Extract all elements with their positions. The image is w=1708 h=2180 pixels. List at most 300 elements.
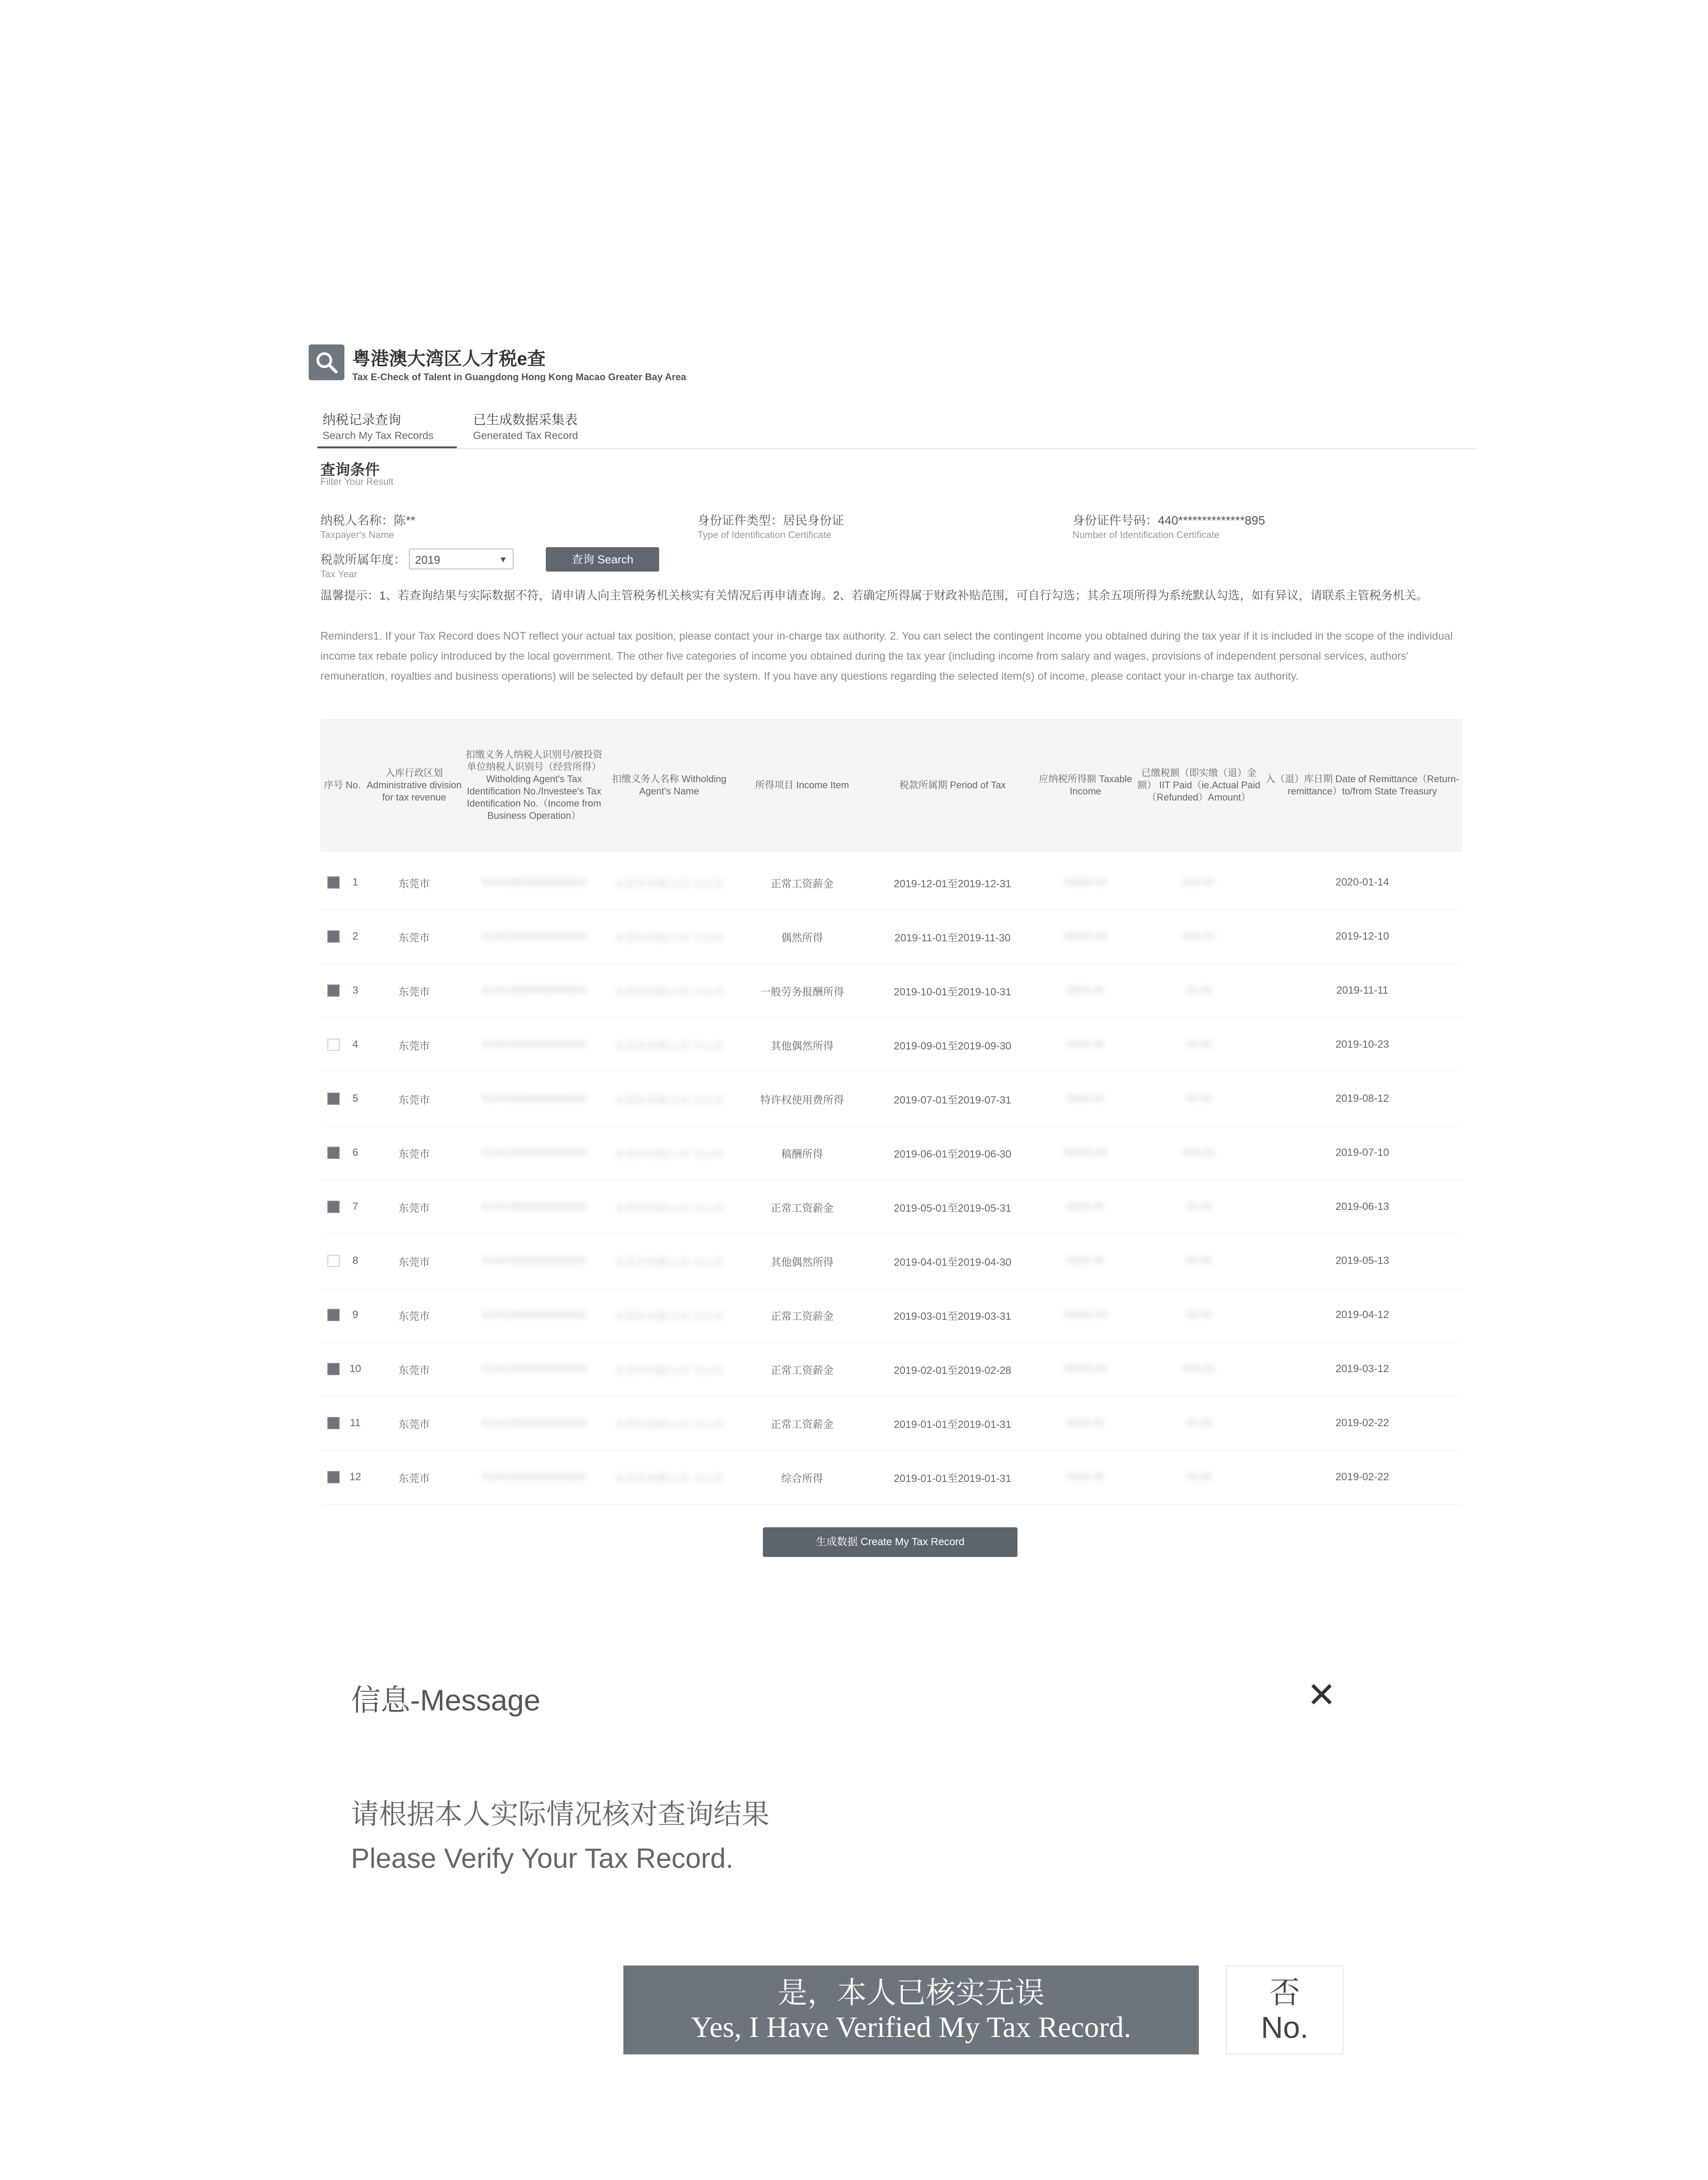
id-type-field	[697, 511, 844, 541]
tab-label-en: Generated Tax Record	[473, 430, 578, 442]
table-row	[320, 1342, 1463, 1397]
message-dialog-title: 信息-Message	[351, 1684, 541, 1717]
cell-income: 0000.00	[1066, 1255, 1105, 1267]
cell-no: 12	[349, 1471, 361, 1483]
checkbox-checked[interactable]	[327, 1309, 340, 1321]
checkbox-checked[interactable]	[327, 1093, 340, 1105]
filter-title: 查询条件	[320, 462, 380, 478]
tax-record-table-header	[320, 719, 1463, 851]
cell-no: 5	[352, 1093, 358, 1104]
table-cell	[870, 1180, 1035, 1234]
table-cell	[1035, 909, 1136, 964]
row-select-checkbox-cell	[320, 1288, 347, 1342]
cell-paid: 00.00	[1185, 984, 1212, 996]
cell-no: 4	[352, 1039, 358, 1050]
cell-no: 3	[352, 984, 358, 996]
table-cell	[464, 1072, 604, 1126]
cell-income: 00000.00	[1063, 1363, 1108, 1375]
cell-no: 1	[352, 876, 358, 888]
table-cell	[1035, 964, 1136, 1018]
cell-date: 2019-06-13	[1335, 1201, 1389, 1213]
table-cell	[1262, 1342, 1463, 1396]
table-cell	[735, 1072, 870, 1126]
table-cell	[464, 1126, 604, 1180]
table-cell	[1035, 1018, 1136, 1072]
cell-income: 0000.00	[1066, 1039, 1105, 1050]
cell-date: 2019-08-12	[1335, 1093, 1389, 1104]
table-cell	[735, 909, 870, 964]
id-number-label: 身份证件号码：440**************895	[1072, 514, 1265, 527]
table-cell	[347, 1396, 364, 1450]
table-cell	[870, 855, 1035, 909]
cell-agent: 东莞市有限公司 分公司	[615, 1418, 723, 1431]
search-logo-icon	[309, 344, 344, 380]
table-cell	[364, 1072, 464, 1126]
table-cell	[1136, 1396, 1262, 1450]
cell-paid: 00.00	[1185, 1309, 1212, 1321]
cell-date: 2019-05-13	[1335, 1255, 1389, 1267]
table-cell	[735, 1450, 870, 1504]
table-row	[320, 1018, 1463, 1072]
checkbox-unchecked[interactable]	[327, 1039, 340, 1051]
table-cell	[735, 1288, 870, 1342]
checkbox-checked[interactable]	[327, 1471, 340, 1483]
table-cell	[347, 1180, 364, 1234]
cell-tax-id: 914419000000000000	[481, 1093, 587, 1104]
cell-income: 0000.00	[1066, 1201, 1105, 1213]
cell-tax-id: 914419000000000000	[481, 876, 587, 888]
cell-tax-id: 914419000000000000	[481, 984, 587, 996]
cell-paid: 00.00	[1185, 1417, 1212, 1429]
table-cell	[735, 1396, 870, 1450]
cell-item: 其他偶然所得	[771, 1256, 834, 1268]
cell-item: 正常工资薪金	[771, 1418, 834, 1431]
table-cell	[464, 1018, 604, 1072]
cell-tax-id: 914419000000000000	[481, 1417, 587, 1429]
row-select-checkbox-cell	[320, 855, 347, 909]
cell-paid: 000.00	[1183, 1363, 1215, 1375]
table-cell	[1262, 1126, 1463, 1180]
decline-button[interactable]	[1226, 1965, 1344, 2054]
cell-period: 2019-03-01至2019-03-31	[894, 1310, 1011, 1322]
table-cell	[1262, 1072, 1463, 1126]
table-cell	[1136, 1288, 1262, 1342]
decline-label-en: No.	[1261, 2010, 1309, 2044]
tax-year-field	[320, 550, 406, 580]
cell-no: 2	[352, 930, 358, 942]
table-cell	[1136, 855, 1262, 909]
cell-tax-id: 914419000000000000	[481, 1255, 587, 1267]
tab-generated-tax-record[interactable]	[473, 409, 578, 442]
cell-agent: 东莞市有限公司 分公司	[615, 1148, 723, 1160]
checkbox-checked[interactable]	[327, 984, 340, 997]
cell-agent: 东莞市有限公司 分公司	[615, 1472, 723, 1485]
col-header-period: 税款所属期 Period of Tax	[899, 780, 1006, 790]
app-subtitle: Tax E-Check of Talent in Guangdong Hong Kong Macao Greater Bay Area	[352, 371, 687, 382]
cell-tax-id: 914419000000000000	[481, 1309, 587, 1321]
table-cell	[870, 1396, 1035, 1450]
cell-paid: 000.00	[1183, 1147, 1215, 1158]
cell-region: 东莞市	[398, 1472, 430, 1485]
table-cell	[347, 1234, 364, 1288]
cell-item: 正常工资薪金	[771, 1310, 834, 1322]
cell-region: 东莞市	[398, 1364, 430, 1376]
close-icon[interactable]: ✕	[1307, 1676, 1337, 1714]
table-cell	[347, 1126, 364, 1180]
table-cell	[347, 855, 364, 909]
tax-year-label: 税款所属年度：	[320, 553, 406, 566]
table-cell	[364, 855, 464, 909]
cell-date: 2019-02-22	[1335, 1471, 1389, 1483]
cell-period: 2019-04-01至2019-04-30	[894, 1256, 1011, 1268]
cell-region: 东莞市	[398, 932, 430, 944]
table-cell	[347, 909, 364, 964]
table-cell	[870, 909, 1035, 964]
cell-period: 2019-01-01至2019-01-31	[894, 1418, 1011, 1431]
row-select-checkbox-cell	[320, 1126, 347, 1180]
table-cell	[604, 1180, 735, 1234]
cell-paid: 00.00	[1185, 1093, 1212, 1104]
cell-region: 东莞市	[398, 1256, 430, 1268]
table-cell	[870, 964, 1035, 1018]
col-header-tax-id: 扣缴义务人纳税人识别号/被投资单位纳税人识别号（经营所得） Witholding Agent's Tax Identification No./Investee's Tax Identification No.（Income from Business Operation）	[465, 749, 603, 821]
reminder-cn: 温馨提示：1、若查询结果与实际数据不符，请申请人向主管税务机关核实有关情况后再申请查询。2、若确定所得属于财政补贴范围，可自行勾选；其余五项所得为系统默认勾选，如有异议，请联系主管税务机关。	[320, 589, 1429, 602]
cell-paid: 000.00	[1183, 876, 1215, 888]
cell-period: 2019-02-01至2019-02-28	[894, 1364, 1011, 1376]
table-cell	[1035, 1234, 1136, 1288]
table-cell	[1262, 1396, 1463, 1450]
message-text-cn: 请根据本人实际情况核对查询结果	[351, 1798, 769, 1830]
row-select-checkbox-cell	[320, 1180, 347, 1234]
taxpayer-name-en: Taxpayer's Name	[320, 529, 395, 540]
cell-tax-id: 914419000000000000	[481, 1039, 587, 1050]
table-row	[320, 855, 1463, 910]
filter-subtitle: Filter Your Result	[320, 476, 394, 487]
table-cell	[1136, 1072, 1262, 1126]
tab-label-cn: 纳税记录查询	[323, 413, 401, 427]
table-cell	[735, 1342, 870, 1396]
id-number-en: Number of Identification Certificate	[1072, 529, 1220, 540]
table-cell	[464, 1450, 604, 1504]
taxpayer-name-field	[320, 511, 415, 541]
row-select-checkbox-cell	[320, 1072, 347, 1126]
table-row	[320, 964, 1463, 1018]
table-cell	[1035, 855, 1136, 909]
cell-tax-id: 914419000000000000	[481, 1201, 587, 1213]
cell-income: 00000.00	[1063, 930, 1108, 942]
table-cell	[464, 855, 604, 909]
confirm-verified-button[interactable]	[623, 1965, 1199, 2054]
cell-period: 2019-06-01至2019-06-30	[894, 1148, 1011, 1160]
cell-item: 偶然所得	[781, 932, 823, 944]
checkbox-unchecked[interactable]	[327, 1255, 340, 1267]
tax-year-en: Tax Year	[320, 569, 357, 579]
cell-region: 东莞市	[398, 1094, 430, 1106]
table-cell	[604, 1234, 735, 1288]
cell-date: 2019-04-12	[1335, 1309, 1389, 1321]
cell-paid: 00.00	[1185, 1201, 1212, 1213]
cell-period: 2019-10-01至2019-10-31	[894, 986, 1011, 998]
table-cell	[604, 1396, 735, 1450]
app-title: 粤港澳大湾区人才税e查	[352, 348, 546, 369]
cell-agent: 东莞市有限公司 分公司	[615, 1040, 723, 1052]
table-cell	[364, 1396, 464, 1450]
checkbox-checked[interactable]	[327, 930, 340, 943]
cell-date: 2019-12-10	[1335, 930, 1389, 942]
table-cell	[870, 1126, 1035, 1180]
cell-agent: 东莞市有限公司 分公司	[615, 932, 723, 944]
cell-no: 11	[350, 1417, 361, 1429]
table-cell	[1262, 855, 1463, 909]
table-cell	[464, 1342, 604, 1396]
cell-tax-id: 914419000000000000	[481, 1471, 587, 1483]
table-row	[320, 1288, 1463, 1342]
cell-agent: 东莞市有限公司 分公司	[615, 878, 723, 890]
cell-agent: 东莞市有限公司 分公司	[615, 1364, 723, 1376]
create-tax-record-button[interactable]: 生成数据 Create My Tax Record	[763, 1527, 1017, 1557]
table-cell	[735, 964, 870, 1018]
cell-agent: 东莞市有限公司 分公司	[615, 1256, 723, 1268]
col-header-remittance-date: 入（退）库日期 Date of Remittance（Return-remittance）to/from State Treasury	[1266, 773, 1459, 797]
table-cell	[870, 1072, 1035, 1126]
table-cell	[1262, 909, 1463, 964]
cell-income: 0000.00	[1066, 1417, 1105, 1429]
table-cell	[364, 964, 464, 1018]
cell-no: 7	[352, 1201, 358, 1213]
table-cell	[1035, 1126, 1136, 1180]
table-row	[320, 1072, 1463, 1126]
table-cell	[870, 1234, 1035, 1288]
col-header-taxable-income: 应纳税所得额 Taxable Income	[1039, 773, 1132, 797]
table-cell	[1136, 1342, 1262, 1396]
table-cell	[364, 1126, 464, 1180]
table-cell	[464, 1234, 604, 1288]
table-cell	[735, 1234, 870, 1288]
cell-period: 2019-01-01至2019-01-31	[894, 1472, 1011, 1485]
checkbox-checked[interactable]	[327, 1201, 340, 1213]
table-cell	[464, 1288, 604, 1342]
id-number-field	[1072, 511, 1265, 541]
table-cell	[1262, 964, 1463, 1018]
cell-tax-id: 914419000000000000	[481, 1363, 587, 1375]
row-select-checkbox-cell	[320, 909, 347, 964]
table-row	[320, 1450, 1463, 1505]
chevron-down-icon: ▼	[499, 555, 507, 565]
col-header-income-item: 所得项目 Income Item	[755, 780, 849, 790]
table-cell	[870, 1450, 1035, 1504]
cell-item: 其他偶然所得	[771, 1040, 834, 1052]
cell-agent: 东莞市有限公司 分公司	[615, 1202, 723, 1214]
tax-year-select[interactable]	[409, 548, 514, 569]
message-text-en: Please Verify Your Tax Record.	[351, 1843, 734, 1874]
cell-item: 正常工资薪金	[771, 1364, 834, 1376]
decline-label-cn: 否	[1269, 1976, 1300, 2010]
cell-no: 10	[349, 1363, 361, 1375]
cell-item: 特许权使用费所得	[760, 1094, 844, 1106]
cell-tax-id: 914419000000000000	[481, 930, 587, 942]
table-cell	[870, 1342, 1035, 1396]
cell-item: 综合所得	[781, 1472, 823, 1485]
id-type-en: Type of Identification Certificate	[697, 529, 831, 540]
table-cell	[870, 1018, 1035, 1072]
table-cell	[1136, 909, 1262, 964]
cell-date: 2019-11-11	[1336, 984, 1388, 996]
table-cell	[347, 1450, 364, 1504]
table-cell	[1262, 1018, 1463, 1072]
cell-period: 2019-09-01至2019-09-30	[894, 1040, 1011, 1052]
table-cell	[604, 1072, 735, 1126]
table-cell	[604, 964, 735, 1018]
table-cell	[1035, 1396, 1136, 1450]
cell-item: 稿酬所得	[781, 1148, 823, 1160]
table-cell	[604, 1450, 735, 1504]
cell-region: 东莞市	[398, 986, 430, 998]
table-cell	[1035, 1450, 1136, 1504]
table-cell	[870, 1288, 1035, 1342]
table-cell	[464, 909, 604, 964]
checkbox-checked[interactable]	[327, 876, 340, 889]
table-cell	[1035, 1288, 1136, 1342]
cell-item: 正常工资薪金	[771, 878, 834, 890]
table-cell	[1035, 1072, 1136, 1126]
table-cell	[1262, 1288, 1463, 1342]
cell-period: 2019-12-01至2019-12-31	[894, 878, 1011, 890]
col-header-agent: 扣缴义务人名称 Witholding Agent's Name	[612, 773, 727, 797]
checkbox-checked[interactable]	[327, 1417, 340, 1429]
table-cell	[347, 964, 364, 1018]
cell-region: 东莞市	[398, 1310, 430, 1322]
cell-period: 2019-05-01至2019-05-31	[894, 1202, 1011, 1214]
cell-income: 0000.00	[1066, 1093, 1105, 1104]
table-cell	[1136, 1126, 1262, 1180]
table-cell	[1136, 1450, 1262, 1504]
table-cell	[1262, 1450, 1463, 1504]
table-cell	[364, 1342, 464, 1396]
cell-agent: 东莞市有限公司 分公司	[615, 1094, 723, 1106]
cell-income: 00000.00	[1063, 1147, 1108, 1158]
table-cell	[735, 855, 870, 909]
row-select-checkbox-cell	[320, 1396, 347, 1450]
cell-no: 9	[352, 1309, 358, 1321]
table-cell	[735, 1126, 870, 1180]
table-cell	[347, 1288, 364, 1342]
table-cell	[364, 1180, 464, 1234]
table-cell	[1035, 1342, 1136, 1396]
row-select-checkbox-cell	[320, 1234, 347, 1288]
cell-income: 00000.00	[1063, 1309, 1108, 1321]
table-cell	[364, 1450, 464, 1504]
cell-paid: 00.00	[1185, 1471, 1212, 1483]
row-select-checkbox-cell	[320, 964, 347, 1018]
confirm-label-en: Yes, I Have Verified My Tax Record.	[691, 2010, 1131, 2044]
table-row	[320, 909, 1463, 964]
table-cell	[604, 1342, 735, 1396]
cell-region: 东莞市	[398, 1040, 430, 1052]
cell-paid: 00.00	[1185, 1039, 1212, 1050]
cell-region: 东莞市	[398, 1418, 430, 1431]
row-select-checkbox-cell	[320, 1018, 347, 1072]
table-cell	[364, 909, 464, 964]
cell-no: 8	[352, 1255, 358, 1267]
tab-divider	[317, 448, 1477, 449]
table-cell	[1136, 1018, 1262, 1072]
tax-year-value: 2019	[415, 553, 440, 566]
cell-paid: 00.00	[1185, 1255, 1212, 1267]
cell-agent: 东莞市有限公司 分公司	[615, 1310, 723, 1322]
table-cell	[464, 1396, 604, 1450]
table-cell	[347, 1342, 364, 1396]
table-cell	[347, 1072, 364, 1126]
cell-paid: 000.00	[1183, 930, 1215, 942]
col-header-iit-paid: 已缴税额（即实缴（退）金额） IIT Paid（ie.Actual Paid（Refunded）Amount）	[1137, 767, 1261, 803]
cell-region: 东莞市	[398, 878, 430, 890]
table-cell	[364, 1234, 464, 1288]
table-cell	[604, 855, 735, 909]
cell-region: 东莞市	[398, 1148, 430, 1160]
search-button[interactable]: 查询 Search	[546, 547, 659, 572]
cell-date: 2019-07-10	[1335, 1147, 1389, 1158]
table-cell	[604, 1288, 735, 1342]
cell-income: 00000.00	[1063, 876, 1108, 888]
cell-income: 0000.00	[1066, 984, 1105, 996]
table-row	[320, 1396, 1463, 1451]
cell-income: 0000.00	[1066, 1471, 1105, 1483]
col-header-no: 序号 No.	[323, 780, 361, 790]
taxpayer-name-label: 纳税人名称：陈**	[320, 514, 415, 527]
table-cell	[464, 1180, 604, 1234]
table-cell	[1035, 1180, 1136, 1234]
table-cell	[1262, 1234, 1463, 1288]
cell-date: 2019-03-12	[1335, 1363, 1389, 1375]
table-cell	[464, 964, 604, 1018]
cell-region: 东莞市	[398, 1202, 430, 1214]
row-select-checkbox-cell	[320, 1450, 347, 1504]
reminder-en: Reminders1. If your Tax Record does NOT reflect your actual tax position, please contact your in-charge tax authority. 2. You can select the contingent income you obtained during the tax year if it is included in the scope of the individual income tax rebate policy introduced by the local government. The other five categories of income you obtained during the tax year (including income from salary and wages, provisions of independent personal services, authors' remuneration, royalties and business operations) will be selected by default per the system. If you have any questions regarding the selected item(s) of income, please contact your in-charge tax authority.	[320, 630, 1453, 682]
cell-agent: 东莞市有限公司 分公司	[615, 986, 723, 998]
table-cell	[735, 1018, 870, 1072]
confirm-label-cn: 是，本人已核实无误	[777, 1976, 1045, 2010]
table-cell	[604, 1018, 735, 1072]
table-cell	[364, 1018, 464, 1072]
table-cell	[735, 1180, 870, 1234]
table-cell	[347, 1018, 364, 1072]
cell-item: 一般劳务报酬所得	[760, 986, 844, 998]
cell-no: 6	[352, 1147, 358, 1158]
table-row	[320, 1234, 1463, 1288]
table-cell	[604, 909, 735, 964]
table-row	[320, 1180, 1463, 1234]
table-cell	[1136, 964, 1262, 1018]
checkbox-checked[interactable]	[327, 1147, 340, 1159]
cell-period: 2019-07-01至2019-07-31	[894, 1094, 1011, 1106]
checkbox-checked[interactable]	[327, 1363, 340, 1375]
table-cell	[364, 1288, 464, 1342]
cell-item: 正常工资薪金	[771, 1202, 834, 1214]
tab-label-cn: 已生成数据采集表	[473, 413, 578, 427]
col-header-region: 入库行政区划 Administrative division for tax revenue	[367, 767, 462, 803]
table-cell	[604, 1126, 735, 1180]
table-row	[320, 1126, 1463, 1180]
row-select-checkbox-cell	[320, 1342, 347, 1396]
table-cell	[1136, 1180, 1262, 1234]
tab-label-en: Search My Tax Records	[323, 430, 434, 442]
cell-period: 2019-11-01至2019-11-30	[895, 932, 1011, 944]
cell-date: 2019-10-23	[1335, 1039, 1389, 1050]
table-cell	[1262, 1180, 1463, 1234]
cell-date: 2019-02-22	[1335, 1417, 1389, 1429]
id-type-label: 身份证件类型：居民身份证	[697, 514, 844, 527]
tab-search-my-tax-records[interactable]	[323, 409, 433, 442]
